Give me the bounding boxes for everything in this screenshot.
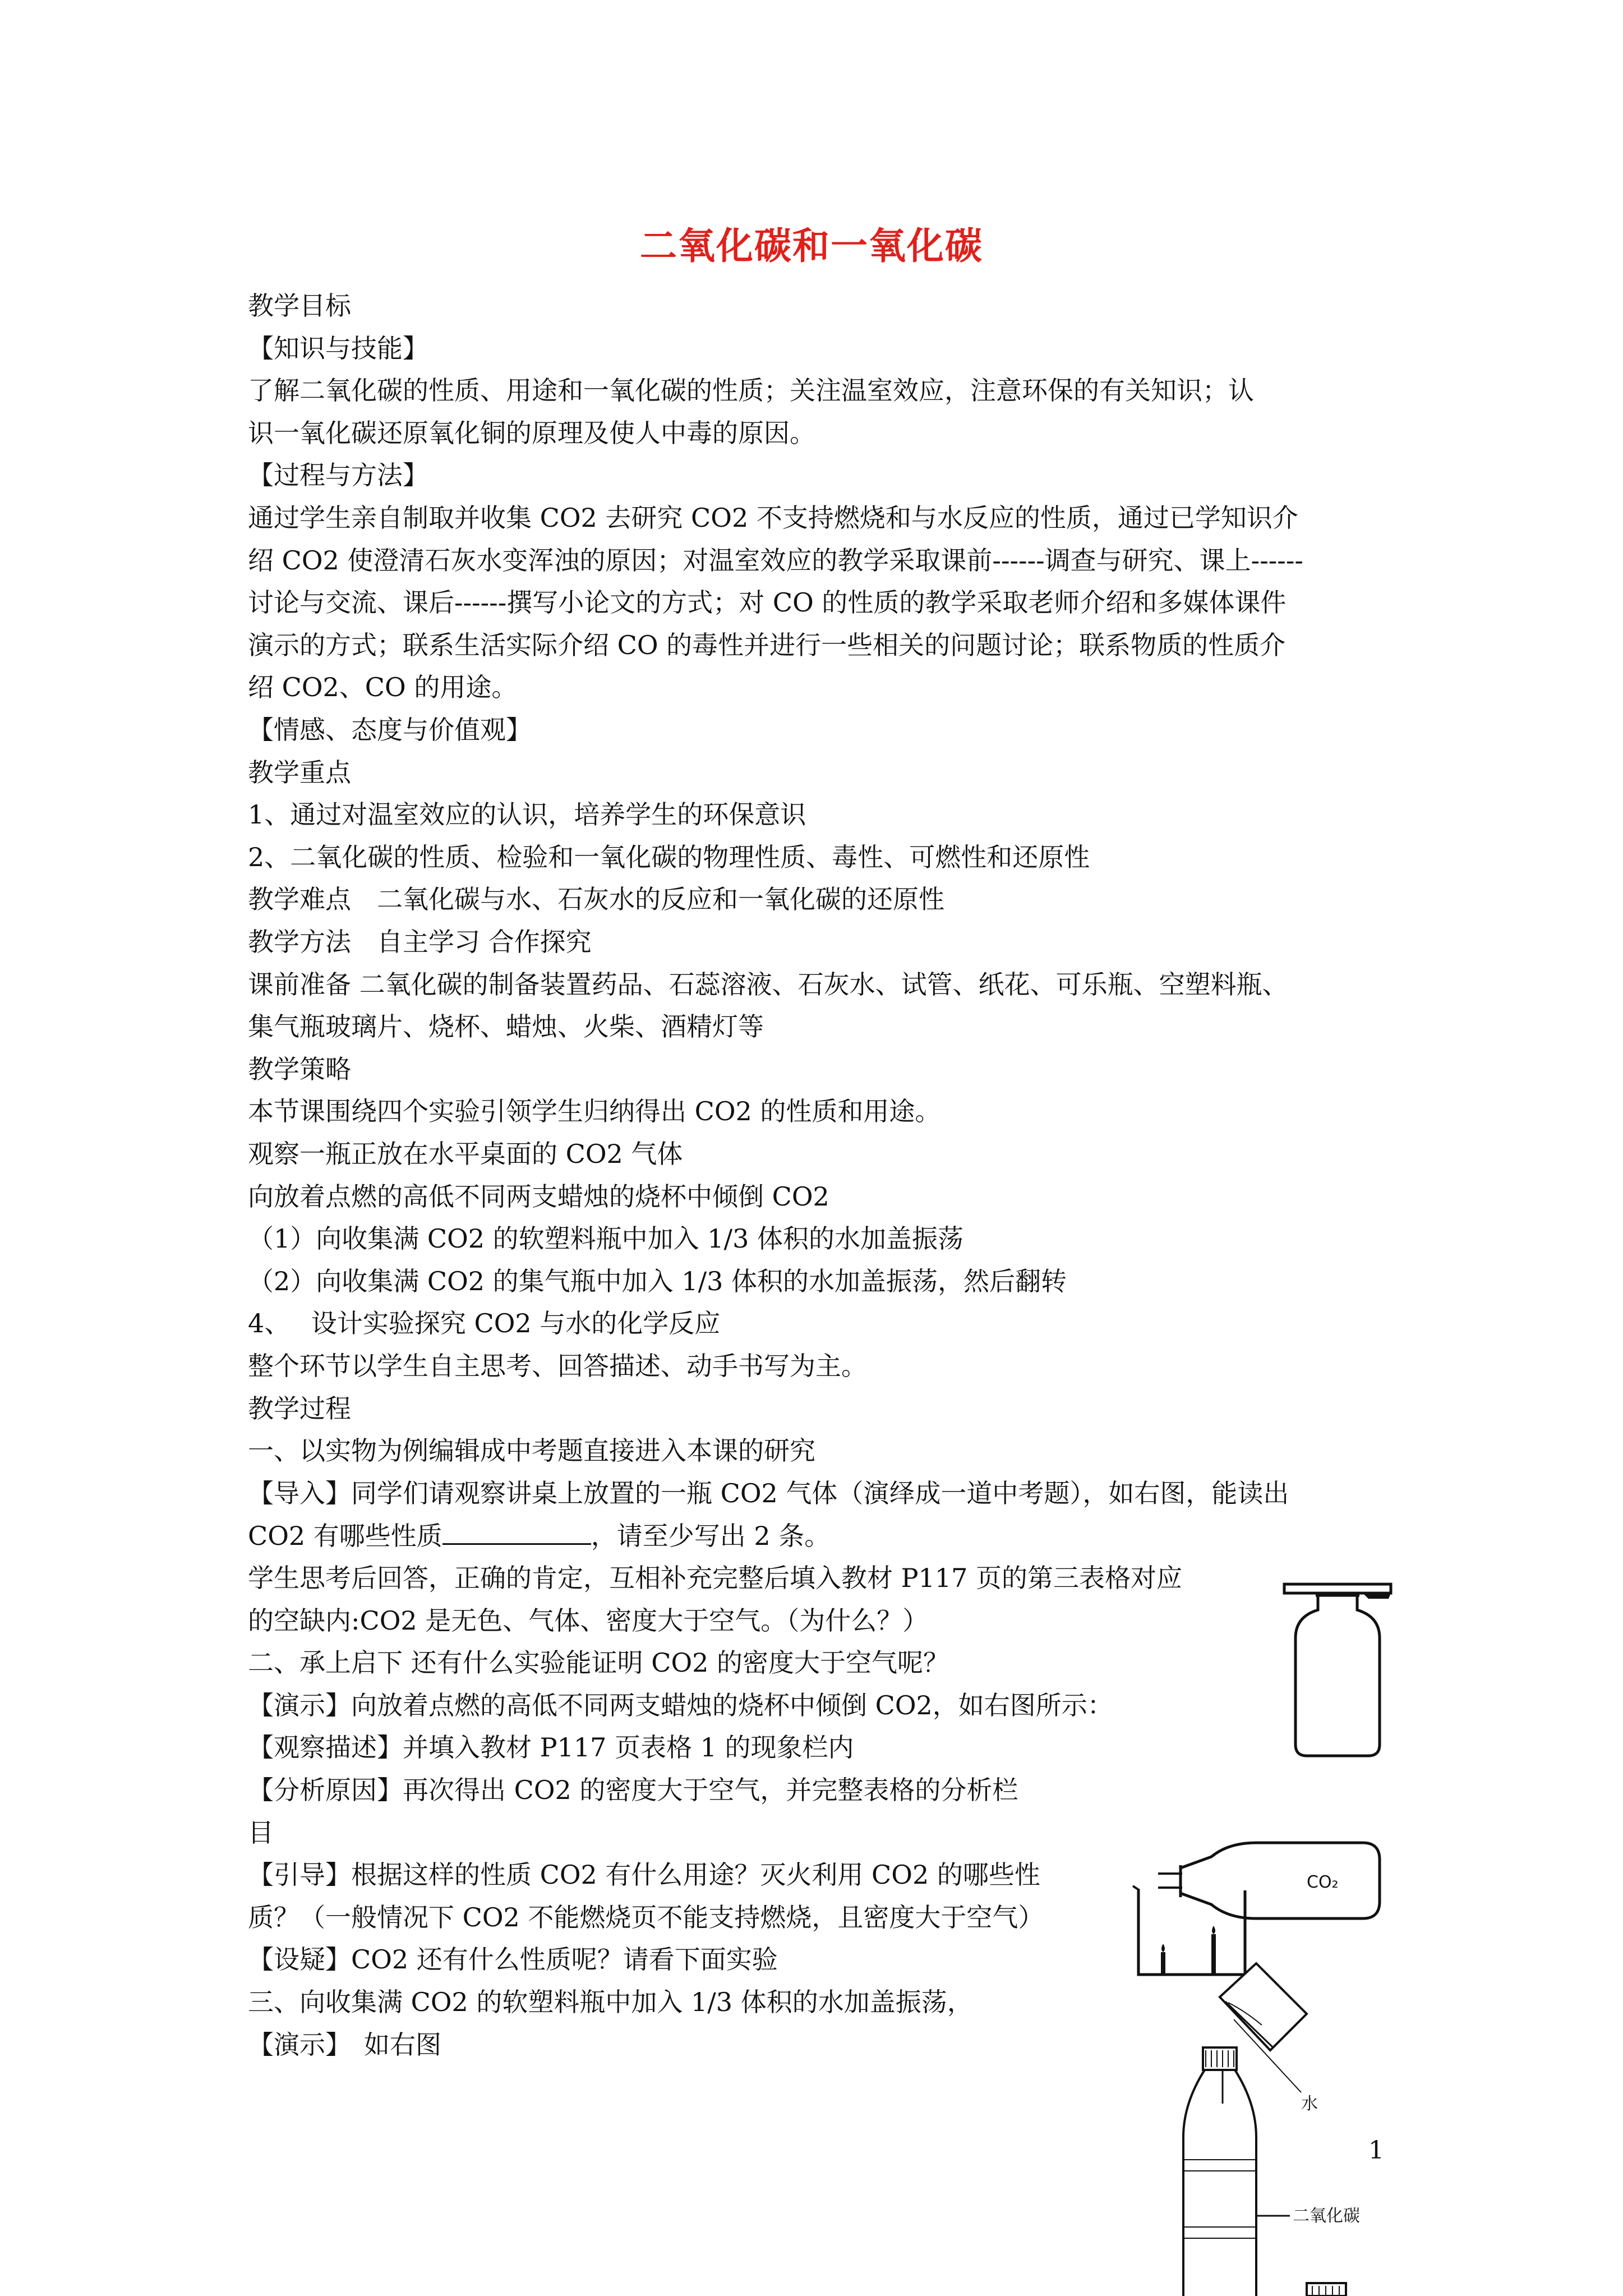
plastic-bottle <box>1183 2047 1256 2296</box>
text-line: 绍 CO2、CO 的用途。 <box>248 672 518 703</box>
text-line: 教学方法 自主学习 合作探究 <box>248 927 592 957</box>
text-line: 绍 CO2 使澄清石灰水变浑浊的原因；对温室效应的教学采取课前------调查与研究、课上------ <box>248 545 1303 576</box>
text-line: 集气瓶玻璃片、烧杯、蜡烛、火柴、酒精灯等 <box>248 1011 764 1042</box>
text-line: 【演示】 如右图 <box>248 2029 441 2060</box>
text-line: 识一氧化碳还原氧化铜的原理及使人中毒的原因。 <box>248 417 815 448</box>
text-line: 二、承上启下 还有什么实验能证明 CO2 的密度大于空气呢？ <box>248 1648 949 1678</box>
bottle-cap <box>1307 2283 1346 2296</box>
text-line: 教学过程 <box>248 1393 351 1424</box>
text-line: 4、 设计实验探究 CO2 与水的化学反应 <box>248 1308 721 1339</box>
text-line: 学生思考后回答，正确的肯定，互相补充完整后填入教材 P117 页的第三表格对应 <box>248 1563 1182 1593</box>
text-line: （1）向收集满 CO2 的软塑料瓶中加入 1/3 体积的水加盖振荡 <box>248 1223 963 1254</box>
text-line: （2）向收集满 CO2 的集气瓶中加入 1/3 体积的水加盖振荡，然后翻转 <box>248 1266 1067 1296</box>
text-line: 通过学生亲自制取并收集 CO2 去研究 CO2 不支持燃烧和与水反应的性质，通过已学知识介 <box>248 503 1298 533</box>
blank-line-before: CO2 有哪些性质 <box>248 1521 442 1552</box>
text-line: 【引导】根据这样的性质 CO2 有什么用途？灭火利用 CO2 的哪些性 <box>248 1860 1040 1890</box>
answer-blank[interactable] <box>442 1519 591 1545</box>
text-line: 【过程与方法】 <box>248 460 428 491</box>
text-line-with-blank <box>248 1519 830 1553</box>
text-line: 教学重点 <box>248 757 351 788</box>
plastic-bottle-figure <box>1172 1958 1419 2296</box>
text-line: 1、通过对温室效应的认识，培养学生的环保意识 <box>248 799 806 830</box>
page-number: 1 <box>1368 2136 1384 2165</box>
text-line: 演示的方式；联系生活实际介绍 CO 的毒性并进行一些相关的问题讨论；联系物质的性质介 <box>248 629 1286 660</box>
text-line: 【观察描述】并填入教材 P117 页表格 1 的现象栏内 <box>248 1732 854 1763</box>
text-line: 【演示】向放着点燃的高低不同两支蜡烛的烧杯中倾倒 CO2，如右图所示： <box>248 1690 1113 1720</box>
text-line: 的空缺内:CO2 是无色、气体、密度大于空气。（为什么？） <box>248 1605 929 1636</box>
gas-jar-figure <box>1279 1576 1396 1767</box>
blank-line-after: ，请至少写出 2 条。 <box>591 1521 831 1552</box>
text-line: 质？（一般情况下 CO2 不能燃烧页不能支持燃烧，且密度大于空气） <box>248 1902 1044 1932</box>
water-label: 水 <box>1301 2094 1318 2114</box>
text-line: 一、以实物为例编辑成中考题直接进入本课的研究 <box>248 1435 815 1466</box>
text-line: 教学目标 <box>248 291 351 321</box>
text-line: 整个环节以学生自主思考、回答描述、动手书写为主。 <box>248 1351 867 1381</box>
text-line: 课前准备 二氧化碳的制备装置药品、石蕊溶液、石灰水、试管、纸花、可乐瓶、空塑料瓶、 <box>248 969 1288 1000</box>
text-line: 教学策略 <box>248 1053 351 1084</box>
co2-cn-label: 二氧化碳 <box>1293 2206 1360 2226</box>
text-line: 【设疑】CO2 还有什么性质呢？请看下面实验 <box>248 1944 778 1975</box>
text-line: 教学难点 二氧化碳与水、石灰水的反应和一氧化碳的还原性 <box>248 884 944 915</box>
text-line: 2、二氧化碳的性质、检验和一氧化碳的物理性质、毒性、可燃性和还原性 <box>248 841 1090 872</box>
text-line: 【知识与技能】 <box>248 333 428 364</box>
text-line: 向放着点燃的高低不同两支蜡烛的烧杯中倾倒 CO2 <box>248 1181 829 1212</box>
tilted-gas-jar <box>1158 1843 1380 1918</box>
text-line: 讨论与交流、课后------撰写小论文的方式；对 CO 的性质的教学采取老师介绍和多媒体课件 <box>248 587 1287 618</box>
co2-label: CO₂ <box>1307 1872 1339 1892</box>
text-line: 目 <box>248 1817 274 1848</box>
text-line: 【分析原因】再次得出 CO2 的密度大于空气，并完整表格的分析栏 <box>248 1775 1018 1805</box>
text-line: 了解二氧化碳的性质、用途和一氧化碳的性质；关注温室效应，注意环保的有关知识；认 <box>248 375 1254 406</box>
text-line: 【导入】同学们请观察讲桌上放置的一瓶 CO2 气体（演绎成一道中考题），如右图，能读出 <box>248 1478 1289 1508</box>
text-line: 观察一瓶正放在水平桌面的 CO2 气体 <box>248 1139 683 1169</box>
text-line: 【情感、态度与价值观】 <box>248 715 532 745</box>
water-beaker <box>1220 1963 1307 2050</box>
jar-outline <box>1295 1595 1380 1756</box>
plate-shadow <box>1363 1593 1391 1599</box>
text-line: 本节课围绕四个实验引领学生归纳得出 CO2 的性质和用途。 <box>248 1096 941 1127</box>
glass-plate <box>1284 1584 1391 1593</box>
text-line: 三、向收集满 CO2 的软塑料瓶中加入 1/3 体积的水加盖振荡， <box>248 1987 973 2017</box>
page-title: 二氧化碳和一氧化碳 <box>640 224 983 268</box>
